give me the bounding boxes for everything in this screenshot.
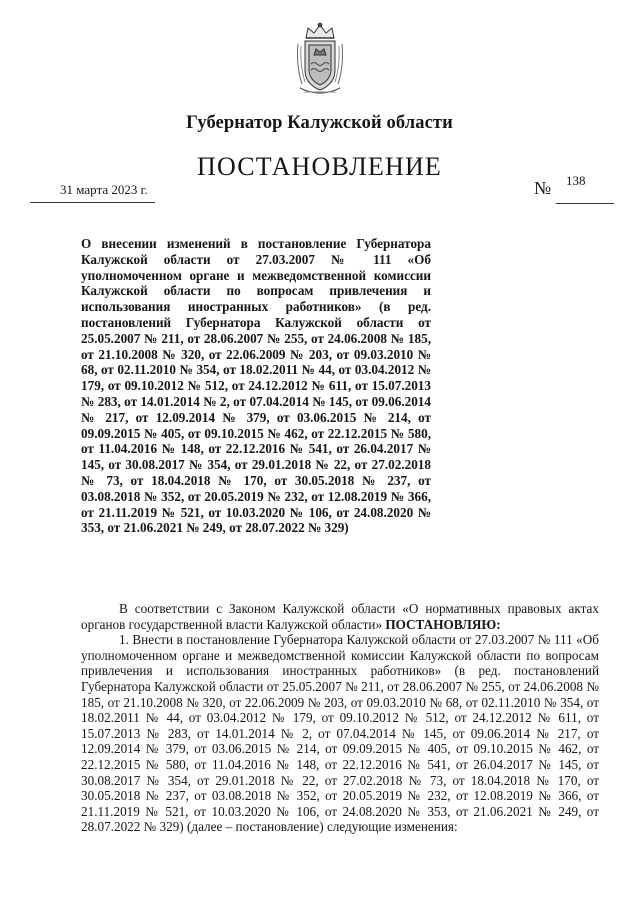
number-underline <box>556 203 614 204</box>
document-number: 138 <box>566 173 586 188</box>
item-1-paragraph: 1. Внести в постановление Губернатора Калужской области от 27.03.2007 № 111 «Об уполномоченном органе и межведомственной комиссии Калужской области по вопросам привлечения и использования иностранных работников» (в ред. постановлений Губернатора Калужской области от 25.05.2007 № 211, от 28.06.2007 № 255, от 24.06.2008 № 185, от 21.10.2008 № 320, от 22.06.2009 № 203, от 09.03.2010 № 68, от 02.11.2010 № 354, от 18.02.2011 № 44, от 03.04.2012 № 179, от 09.10.2012 № 512, от 24.12.2012 № 611, от 15.07.2013 № 283, от 14.01.2014 № 2, от 07.04.2014 № 145, от 09.06.2014 № 217, от 12.09.2014 № 379, от 03.06.2015 № 214, от 09.09.2015 № 405, от 09.10.2015 № 462, от 22.12.2015 № 580, от 11.04.2016 № 148, от 22.12.2016 № 541, от 26.04.2017 № 145, от 30.08.2017 № 354, от 29.01.2018 № 22, от 27.02.2018 № 73, от 18.04.2018 № 170, от 30.05.2018 № 237, от 03.08.2018 № 352, от 20.05.2019 № 232, от 12.08.2019 № 366, от 21.11.2019 № 521, от 10.03.2020 № 106, от 24.08.2020 № 353, от 21.06.2021 № 249, от 28.07.2022 № 329) (далее – постановление) следующие изменения: <box>81 632 599 835</box>
governor-title: Губернатор Калужской области <box>186 113 453 133</box>
document-title: О внесении изменений в постановление Губернатора Калужской области от 27.03.2007 № 111 «Об уполномоченном органе и межведомственной комиссии Калужской области по вопросам привлечения и использования иностранных работников» (в ред. постановлений Губернатора Калужской области от 25.05.2007 № 211, от 28.06.2007 № 255, от 24.06.2008 № 185, от 21.10.2008 № 320, от 22.06.2009 № 203, от 09.03.2010 № 68, от 02.11.2010 № 354, от 18.02.2011 № 44, от 03.04.2012 № 179, от 09.10.2012 № 512, от 24.12.2012 № 611, от 15.07.2013 № 283, от 14.01.2014 № 2, от 07.04.2014 № 145, от 09.06.2014 № 217, от 12.09.2014 № 379, от 03.06.2015 № 214, от 09.09.2015 № 405, от 09.10.2015 № 462, от 22.12.2015 № 580, от 11.04.2016 № 148, от 22.12.2016 № 541, от 26.04.2017 № 145, от 30.08.2017 № 354, от 29.01.2018 № 22, от 27.02.2018 № 73, от 18.04.2018 № 170, от 30.05.2018 № 237, от 03.08.2018 № 352, от 20.05.2019 № 232, от 12.08.2019 № 366, от 21.11.2019 № 521, от 10.03.2020 № 106, от 24.08.2020 № 353, от 21.06.2021 № 249, от 28.07.2022 № 329) <box>81 236 431 536</box>
document-date: 31 марта 2023 г. <box>60 182 148 197</box>
document-body <box>81 601 599 835</box>
preamble-paragraph <box>81 601 599 632</box>
preamble-text: В соответствии с Законом Калужской области «О нормативных правовых актах органов государственной власти Калужской области» <box>81 601 599 632</box>
document-type: ПОСТАНОВЛЕНИЕ <box>196 152 443 181</box>
number-sign: № <box>534 178 552 198</box>
resolve-word: ПОСТАНОВЛЯЮ: <box>385 616 501 632</box>
coat-of-arms-icon <box>292 22 348 98</box>
